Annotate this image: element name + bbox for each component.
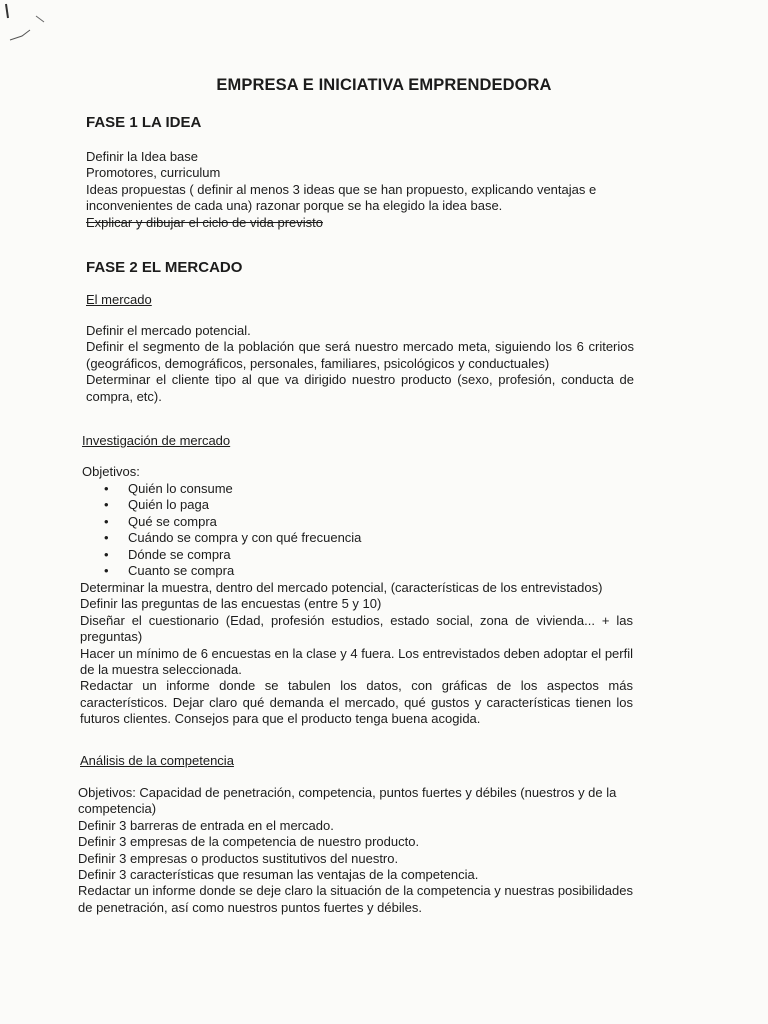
- competencia-line: Definir 3 empresas o productos sustitutivos del nuestro.: [78, 850, 399, 866]
- list-item: • Qué se compra: [104, 514, 361, 530]
- scan-mark-corner: [0, 0, 60, 60]
- mercado-heading: El mercado: [86, 292, 152, 307]
- competencia-line: Definir 3 barreras de entrada en el mercado.: [78, 817, 334, 833]
- investigacion-body: [80, 580, 633, 728]
- competencia-line: Redactar un informe donde se deje claro la situación de la competencia y nuestras posibilidades de penetración, así como nuestros puntos fuertes y débiles.: [78, 883, 633, 915]
- competencia-heading: Análisis de la competencia: [80, 753, 234, 768]
- mercado-line: Definir el segmento de la población que será nuestro mercado meta, siguiendo los 6 criterios (geográficos, demográficos, personales, familiares, psicológicos y conductuales): [86, 339, 634, 371]
- fase1-body: [86, 149, 646, 231]
- list-item: • Dónde se compra: [104, 547, 361, 563]
- investigacion-line: Redactar un informe donde se tabulen los datos, con gráficas de los aspectos más característicos. Dejar claro qué demanda el mercado, qué gustos y características tienen los futuros clientes. Consejos para que el producto tenga buena acogida.: [80, 678, 633, 727]
- objetivos-list: [104, 481, 361, 579]
- competencia-line: Definir 3 empresas de la competencia de nuestro producto.: [78, 834, 420, 850]
- objetivos-label: Objetivos:: [82, 464, 140, 479]
- investigacion-line: Determinar la muestra, dentro del mercado potencial, (características de los entrevistados): [80, 580, 603, 595]
- fase1-line: Promotores, curriculum: [86, 165, 221, 181]
- investigacion-heading: Investigación de mercado: [82, 433, 231, 448]
- list-item: • Cuanto se compra: [104, 563, 361, 579]
- list-item: • Quién lo paga: [104, 497, 361, 513]
- competencia-line: Objetivos: Capacidad de penetración, competencia, puntos fuertes y débiles (nuestros y de la competencia): [78, 785, 617, 817]
- fase1-line: Ideas propuestas ( definir al menos 3 ideas que se han propuesto, explicando ventajas e inconvenientes de cada una) razonar porque se ha elegido la idea base.: [86, 181, 597, 214]
- fase1-heading: FASE 1 LA IDEA: [86, 114, 202, 131]
- competencia-line: Definir 3 características que resuman las ventajas de la competencia.: [78, 867, 479, 883]
- mercado-body: [86, 323, 634, 405]
- competencia-body: [78, 785, 638, 916]
- fase1-struck-line: Explicar y dibujar el ciclo de vida previsto: [86, 214, 323, 230]
- investigacion-line: Diseñar el cuestionario (Edad, profesión estudios, estado social, zona de vivienda... + las preguntas): [80, 612, 633, 645]
- investigacion-line: Definir las preguntas de las encuestas (entre 5 y 10): [80, 596, 382, 612]
- list-item: • Quién lo consume: [104, 481, 361, 497]
- document-title: EMPRESA E INICIATIVA EMPRENDEDORA: [216, 76, 552, 94]
- list-item: • Cuándo se compra y con qué frecuencia: [104, 530, 361, 546]
- fase2-heading: FASE 2 EL MERCADO: [86, 259, 243, 276]
- investigacion-line: Hacer un mínimo de 6 encuestas en la clase y 4 fuera. Los entrevistados deben adoptar el perfil de la muestra seleccionada.: [80, 645, 633, 678]
- mercado-line: Definir el mercado potencial.: [86, 323, 251, 338]
- mercado-line: Determinar el cliente tipo al que va dirigido nuestro producto (sexo, profesión, conducta de compra, etc).: [86, 372, 634, 404]
- fase1-line: Definir la Idea base: [86, 149, 199, 164]
